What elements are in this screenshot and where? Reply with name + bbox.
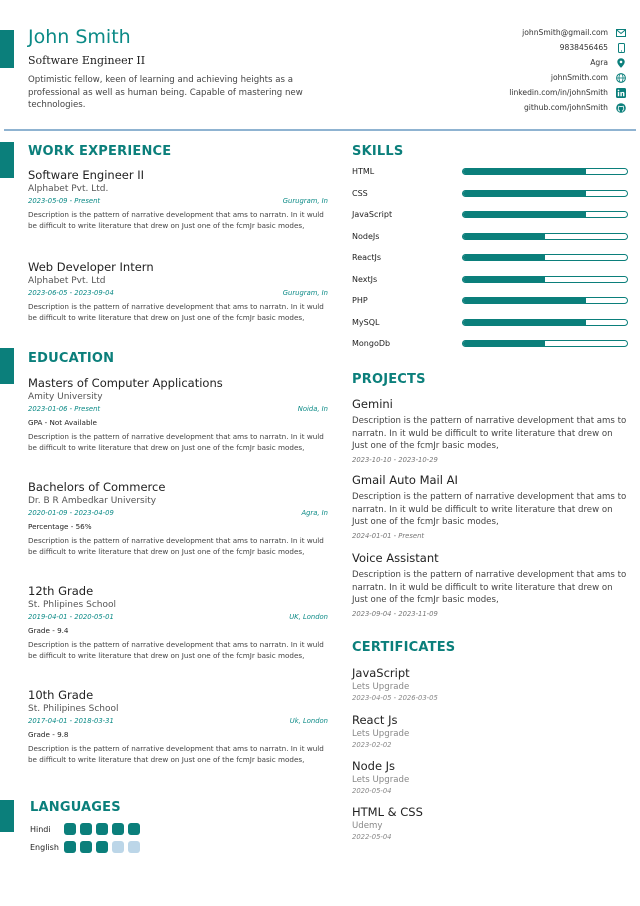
work-entry-dates: 2023-06-05 - 2023-09-04: [28, 289, 114, 297]
languages-section-title: LANGUAGES: [30, 800, 121, 815]
education-entry-dates: 2017-04-01 - 2018-03-31: [28, 717, 114, 725]
project-title: Gemini: [352, 397, 393, 411]
skill-level-fill: [463, 169, 586, 174]
contact-phone[interactable]: [406, 40, 626, 55]
skill-level-bar: [462, 319, 628, 326]
skill-level-bar: [462, 211, 628, 218]
skill-level-bar: [462, 276, 628, 283]
email-icon: [616, 28, 626, 38]
summary-text: Optimistic fellow, keen of learning and achieving heights as a professional as well as human being. Capable of mastering new technologies.: [28, 75, 303, 110]
skill-name: CSS: [352, 188, 368, 198]
job-title: Software Engineer II: [28, 54, 146, 67]
work-entry-title: Web Developer Intern: [28, 260, 154, 274]
resume-header: [0, 0, 640, 130]
skill-name: MongoDb: [352, 339, 391, 348]
education-section-title: EDUCATION: [28, 351, 115, 366]
language-name: Hindi: [30, 824, 51, 834]
certificate-dates: 2020-05-04: [352, 787, 392, 795]
education-entry-location: UK, London: [289, 613, 328, 621]
skill-name: PHP: [352, 296, 368, 305]
location-icon: [616, 58, 626, 68]
work-entry-meta: [28, 197, 328, 205]
language-level-dot: [128, 841, 140, 853]
skill-row: [352, 339, 628, 348]
project-entry: [352, 397, 627, 464]
education-entry-description: Description is the pattern of narrative development that ams to narratn. In it wuld be difficult to write literature that drew on Just one of the fcmJr basic modes,: [28, 640, 324, 660]
work-entry-org: Alphabet Pvt. Ltd.: [28, 184, 109, 194]
education-entry-title: 10th Grade: [28, 688, 94, 702]
project-entry: [352, 473, 627, 540]
contact-linkedin[interactable]: [406, 85, 626, 100]
education-entry-meta: [28, 509, 328, 517]
certificate-entry: [352, 805, 627, 841]
skill-row: [352, 232, 628, 241]
skill-level-fill: [463, 341, 545, 346]
work-entry: [28, 168, 328, 231]
work-entry-location: Gurugram, In: [282, 289, 328, 297]
work-accent-bar: [0, 142, 14, 178]
language-level-dot: [64, 823, 76, 835]
certificate-dates: 2022-05-04: [352, 833, 392, 841]
skill-row: [352, 318, 628, 327]
education-entry-org: St. Philipines School: [28, 704, 119, 714]
education-entry: [28, 376, 328, 453]
work-entry-title: Software Engineer II: [28, 168, 145, 182]
certificate-title: JavaScript: [352, 666, 410, 680]
globe-icon: [616, 73, 626, 83]
certificate-issuer: Udemy: [352, 821, 383, 831]
language-level: [64, 823, 144, 835]
contact-email-text[interactable]: johnSmith@gmail.com: [522, 28, 608, 37]
education-entry-description: Description is the pattern of narrative development that ams to narratn. In it wuld be difficult to write literature that drew on Just one of the fcmJr basic modes,: [28, 536, 324, 556]
languages-accent-bar: [0, 800, 14, 832]
education-accent-bar: [0, 348, 14, 384]
projects-section-title: PROJECTS: [352, 372, 426, 387]
work-entry-meta: [28, 289, 328, 297]
skill-level-bar: [462, 190, 628, 197]
person-name: John Smith: [28, 26, 131, 48]
education-entry: [28, 584, 328, 661]
work-entry-dates: 2023-05-09 - Present: [28, 197, 101, 205]
education-entry: [28, 688, 328, 765]
contact-email[interactable]: [406, 25, 626, 40]
skill-level-bar: [462, 233, 628, 240]
certificate-entry: [352, 666, 627, 702]
phone-icon: [616, 43, 626, 53]
project-description: Description is the pattern of narrative development that ams to narratn. In it wuld be difficult to write literature that drew on Just one of the fcmJr basic modes,: [352, 570, 627, 605]
certificate-dates: 2023-02-02: [352, 741, 392, 749]
education-entry-location: Agra, In: [301, 509, 328, 517]
contact-linkedin-text[interactable]: linkedin.com/in/johnSmith: [509, 88, 608, 97]
certificate-entry: [352, 759, 627, 795]
certificate-entry: [352, 713, 627, 749]
work-entry-description: Description is the pattern of narrative development that ams to narratn. In it wuld be difficult to write literature that drew on Just one of the fcmJr basic modes,: [28, 302, 324, 322]
education-entry-dates: 2019-04-01 - 2020-05-01: [28, 613, 114, 621]
skill-level-fill: [463, 212, 586, 217]
education-entry-score: Grade - 9.4: [28, 626, 69, 635]
education-entry-org: St. Phlipines School: [28, 600, 116, 610]
skill-level-fill: [463, 191, 586, 196]
project-description: Description is the pattern of narrative development that ams to narratn. In it wuld be difficult to write literature that drew on Just one of the fcmJr basic modes,: [352, 492, 627, 527]
project-dates: 2023-10-10 - 2023-10-29: [352, 455, 438, 464]
skill-row: [352, 253, 628, 262]
language-level: [64, 841, 144, 853]
language-level-dot: [80, 823, 92, 835]
skills-section-title: SKILLS: [352, 144, 404, 159]
project-description: Description is the pattern of narrative development that ams to narratn. In it wuld be difficult to write literature that drew on Just one of the fcmJr basic modes,: [352, 416, 627, 451]
language-name: English: [30, 842, 59, 852]
project-title: Gmail Auto Mail AI: [352, 473, 458, 487]
github-icon: [616, 103, 626, 113]
language-level-dot: [96, 841, 108, 853]
skill-row: [352, 210, 628, 219]
skill-level-bar: [462, 168, 628, 175]
language-row: [30, 823, 144, 835]
language-level-dot: [112, 823, 124, 835]
work-entry-location: Gurugram, In: [282, 197, 328, 205]
contact-location: [406, 55, 626, 70]
skill-name: HTML: [352, 167, 375, 176]
education-entry-score: GPA - Not Available: [28, 418, 97, 427]
education-entry-title: Bachelors of Commerce: [28, 480, 166, 494]
skill-name: NodeJs: [352, 231, 380, 241]
education-entry-meta: [28, 613, 328, 621]
work-entry-org: Alphabet Pvt. Ltd: [28, 276, 106, 286]
certificates-section-title: CERTIFICATES: [352, 640, 456, 655]
skill-level-fill: [463, 298, 586, 303]
skill-level-fill: [463, 255, 545, 260]
work-entry: [28, 260, 328, 323]
language-level-dot: [64, 841, 76, 853]
project-dates: 2024-01-01 - Present: [352, 531, 425, 540]
language-level-dot: [80, 841, 92, 853]
contact-github[interactable]: [406, 100, 626, 115]
education-entry-meta: [28, 717, 328, 725]
skill-name: MySQL: [352, 317, 380, 327]
project-dates: 2023-09-04 - 2023-11-09: [352, 609, 438, 618]
education-entry-dates: 2023-01-06 - Present: [28, 405, 101, 413]
skill-name: JavaScript: [352, 210, 393, 219]
certificate-issuer: Lets Upgrade: [352, 775, 410, 785]
education-entry-description: Description is the pattern of narrative development that ams to narratn. In it wuld be difficult to write literature that drew on Just one of the fcmJr basic modes,: [28, 744, 324, 764]
contact-list: [406, 25, 626, 115]
skill-name: ReactJs: [352, 253, 382, 262]
project-entry: [352, 551, 627, 618]
education-entry-location: Noida, In: [297, 405, 328, 413]
education-entry-title: Masters of Computer Applications: [28, 376, 223, 390]
header-divider: [4, 129, 636, 131]
contact-website-text[interactable]: johnSmith.com: [550, 73, 608, 82]
education-entry-location: Uk, London: [289, 717, 328, 725]
skill-name: NextJs: [352, 274, 378, 284]
certificate-issuer: Lets Upgrade: [352, 729, 410, 739]
skill-row: [352, 275, 628, 284]
education-entry-org: Amity University: [28, 392, 103, 402]
project-title: Voice Assistant: [352, 551, 439, 565]
language-level-dot: [128, 823, 140, 835]
contact-website[interactable]: [406, 70, 626, 85]
header-accent-bar: [0, 30, 14, 68]
education-entry-dates: 2020-01-09 - 2023-04-09: [28, 509, 114, 517]
certificate-title: HTML & CSS: [352, 805, 423, 819]
language-level-dot: [112, 841, 124, 853]
skill-level-fill: [463, 320, 586, 325]
language-level-dot: [96, 823, 108, 835]
certificate-issuer: Lets Upgrade: [352, 682, 410, 692]
language-row: [30, 841, 144, 853]
skill-row: [352, 167, 628, 176]
skill-level-fill: [463, 234, 545, 239]
skill-level-bar: [462, 254, 628, 261]
contact-github-text[interactable]: github.com/johnSmith: [523, 103, 608, 112]
certificate-title: React Js: [352, 713, 398, 727]
education-entry-meta: [28, 405, 328, 413]
contact-location-text: Agra: [590, 58, 608, 67]
linkedin-icon: [616, 88, 626, 98]
contact-phone-text[interactable]: 9838456465: [559, 43, 608, 52]
education-entry-score: Percentage - 56%: [28, 522, 92, 531]
work-section-title: WORK EXPERIENCE: [28, 144, 172, 159]
education-entry: [28, 480, 328, 557]
skill-row: [352, 189, 628, 198]
skill-level-fill: [463, 277, 545, 282]
education-entry-score: Grade - 9.8: [28, 730, 69, 739]
skill-level-bar: [462, 340, 628, 347]
skill-level-bar: [462, 297, 628, 304]
certificate-title: Node Js: [352, 759, 396, 773]
education-entry-org: Dr. B R Ambedkar University: [28, 496, 157, 506]
certificate-dates: 2023-04-05 - 2026-03-05: [352, 694, 438, 702]
education-entry-title: 12th Grade: [28, 584, 94, 598]
education-entry-description: Description is the pattern of narrative development that ams to narratn. In it wuld be difficult to write literature that drew on Just one of the fcmJr basic modes,: [28, 432, 324, 452]
work-entry-description: Description is the pattern of narrative development that ams to narratn. In it wuld be difficult to write literature that drew on Just one of the fcmJr basic modes,: [28, 210, 324, 230]
skill-row: [352, 296, 628, 305]
